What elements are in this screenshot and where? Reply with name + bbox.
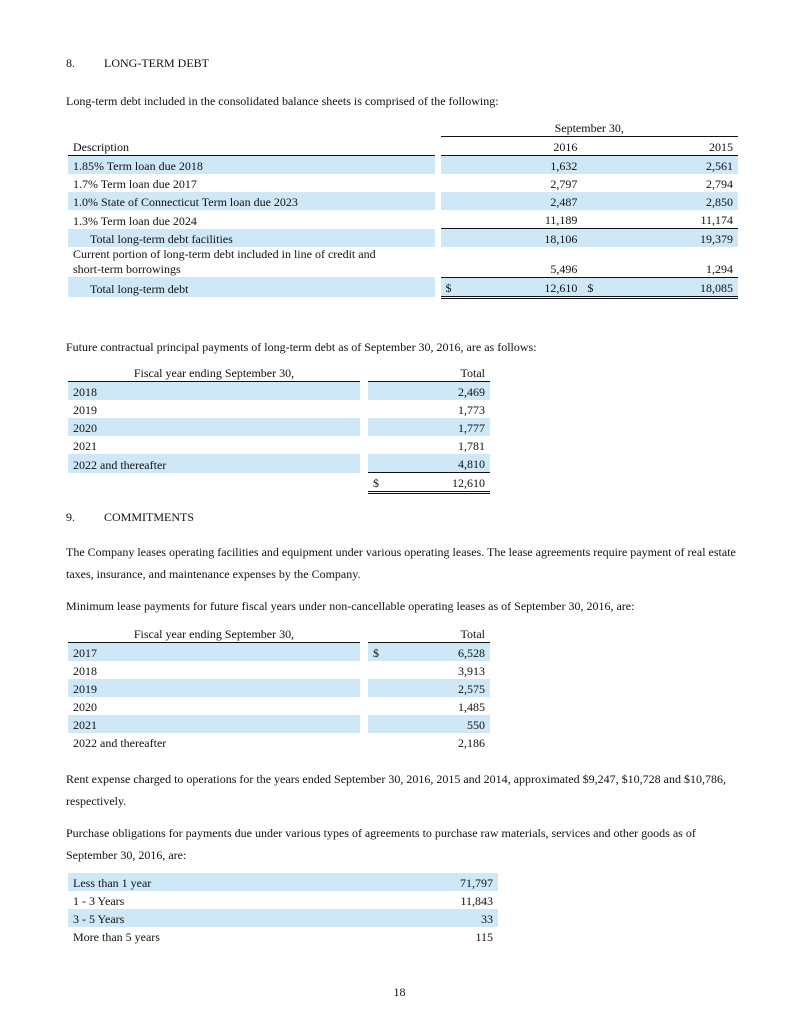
table-row: 1.7% Term loan due 2017 2,797 2,794 [73, 177, 733, 191]
table-row: 3 - 5 Years 33 [68, 909, 498, 927]
table-row: 2018 3,913 [73, 664, 485, 678]
col-total-header: Total [386, 363, 490, 382]
table-row: 2020 1,485 [73, 700, 485, 714]
section-8-title: LONG-TERM DEBT [104, 56, 209, 70]
subtotal-row: Total long-term debt facilities 18,106 19,379 [68, 229, 738, 248]
table-row: 1.3% Term loan due 2024 11,189 11,174 [68, 210, 738, 229]
table-row: 2021 550 [68, 715, 490, 733]
section-9-para1: The Company leases operating facilities and equipment under various operating leases. The lease agreements require payment of real estate taxes, insurance, and maintenance expenses by the Company. [66, 545, 736, 581]
purchase-obligations-table [68, 873, 498, 945]
table-row: 2017 $ 6,528 [68, 643, 490, 662]
section-8-intro: Long-term debt included in the consolidated balance sheets is comprised of the following: [66, 94, 499, 108]
table-row: 2019 2,575 [68, 679, 490, 697]
table-row: 1.85% Term loan due 2018 1,632 2,561 [68, 156, 738, 175]
currency-symbol: $ [368, 473, 386, 493]
currency-symbol: $ [368, 643, 386, 662]
table-row: 2022 and thereafter 2,186 [73, 736, 485, 750]
col-description-header: Description [68, 137, 435, 156]
future-payments-intro: Future contractual principal payments of long-term debt as of September 30, 2016, are as follows: [66, 340, 537, 354]
col-year-header: Fiscal year ending September 30, [68, 363, 360, 382]
lease-payments-table [68, 624, 490, 751]
table-row: 2021 1,781 [73, 439, 485, 453]
currency-symbol: $ [441, 277, 457, 297]
total-row: $ 12,610 [68, 473, 490, 493]
section-8-number: 8. [66, 56, 75, 70]
purchase-obligations-para: Purchase obligations for payments due under various types of agreements to purchase raw materials, services and other goods as of September 30, 2016, are: [66, 826, 696, 862]
total-row: Total long-term debt $ 12,610 $ 18,085 [68, 277, 738, 297]
table-row: More than 5 years 115 [73, 930, 493, 944]
col-total-header: Total [386, 624, 490, 643]
period-header: September 30, [441, 118, 738, 137]
long-term-debt-table [68, 118, 738, 299]
table-row: 1.0% State of Connecticut Term loan due 2023 2,487 2,850 [68, 192, 738, 210]
col-2016-header: 2016 [457, 137, 583, 156]
table-row: 2018 2,469 [68, 382, 490, 401]
table-row: 1 - 3 Years 11,843 [73, 894, 493, 908]
current-portion-row: Current portion of long-term debt included in line of credit and short-term borrowings 5,496 1,294 [68, 247, 738, 277]
rent-expense-para: Rent expense charged to operations for the years ended September 30, 2016, 2015 and 2014, approximated $9,247, $10,728 and $10,786, respectively. [66, 772, 726, 808]
section-9-number: 9. [66, 510, 75, 524]
table-row: Less than 1 year 71,797 [68, 873, 498, 891]
page-number: 18 [393, 985, 406, 999]
future-payments-table [68, 363, 490, 494]
currency-symbol: $ [582, 277, 598, 297]
current-portion-line2: short-term borrowings [73, 262, 181, 276]
current-portion-line1: Current portion of long-term debt included in line of credit and [73, 247, 376, 261]
table-row: 2022 and thereafter 4,810 [68, 454, 490, 473]
col-year-header: Fiscal year ending September 30, [68, 624, 360, 643]
col-2015-header: 2015 [598, 137, 738, 156]
section-9-title: COMMITMENTS [104, 510, 195, 524]
table-row: 2019 1,773 [73, 403, 485, 417]
section-9-para2: Minimum lease payments for future fiscal years under non-cancellable operating leases as of September 30, 2016, are: [66, 599, 635, 613]
table-row: 2020 1,777 [68, 418, 490, 436]
